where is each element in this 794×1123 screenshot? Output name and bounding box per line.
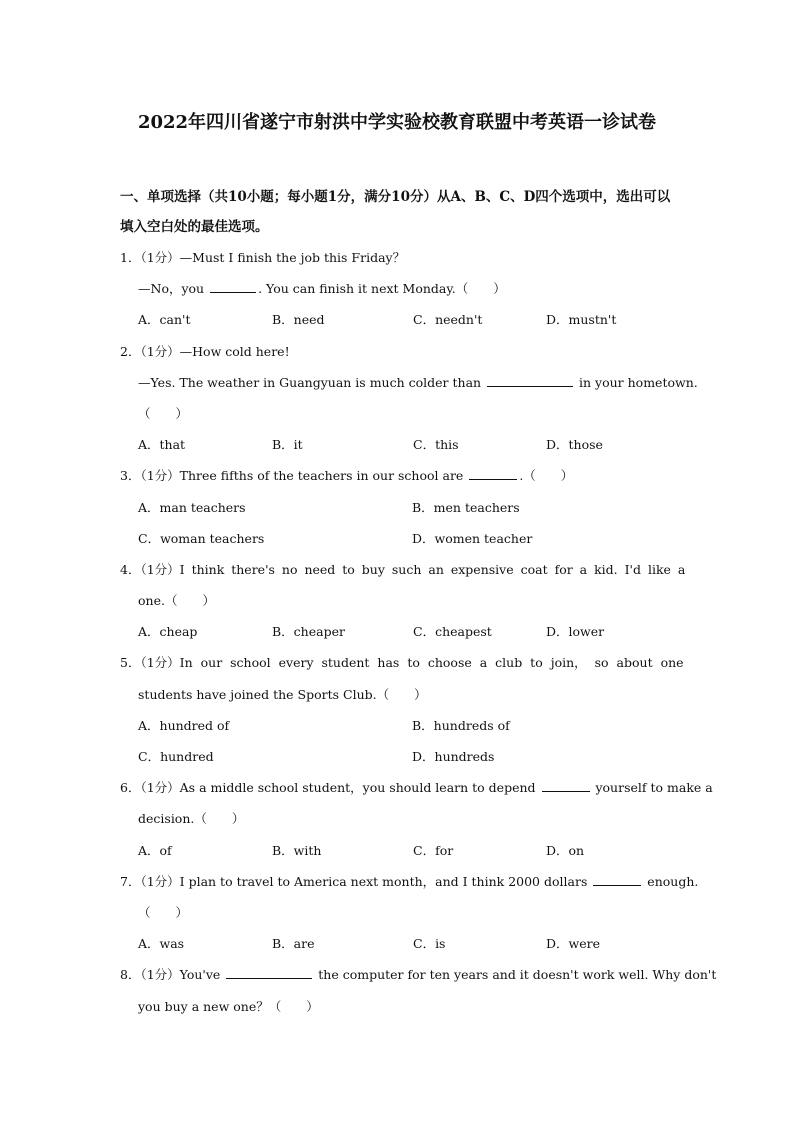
answer-blank [226,966,312,979]
question-4-stem: 4．（1分）I think there's no need to buy such an expensive coat for a kid. I'd like a [120,561,686,577]
question-5-options-row-2 [0,741,794,772]
question-4 [0,554,794,648]
option-a[interactable]: A．that [138,437,186,453]
page-title: 2022年四川省遂宁市射洪中学实验校教育联盟中考英语一诊试卷 [137,112,657,133]
question-3-stem [0,460,675,491]
option-c[interactable]: C．is [413,936,446,952]
text-segment: the computer for ten years and it doesn't work well. Why don't [314,967,717,983]
section-header: 一、单项选择（共10小题；每小题1分，满分10分）从A、B、C、D四个选项中，选出可以填入空白处的最佳选项。 [120,189,671,235]
option-a[interactable]: A．cheap [138,624,198,640]
option-d[interactable]: D．on [546,842,585,858]
option-b[interactable]: B．cheaper [272,624,345,640]
text-segment: . You can finish it next Monday.（ ） [258,281,506,297]
answer-blank [542,779,590,792]
question-2-options [0,429,794,460]
question-6 [0,772,794,866]
text-segment: 8．（1分）You've [120,967,225,983]
question-8-line-2: you buy a new one？（ ） [138,998,319,1014]
option-c[interactable]: C．cheapest [413,624,492,640]
option-c[interactable]: C．for [413,842,454,858]
option-c[interactable]: C．this [413,437,459,453]
option-b[interactable]: B．need [272,312,325,328]
option-a[interactable]: A．was [138,936,185,952]
option-d[interactable]: D．were [546,936,600,952]
question-7 [0,866,794,960]
question-1-line-2 [0,273,675,304]
answer-blank [593,873,641,886]
option-d[interactable]: D．hundreds [412,749,495,764]
question-5 [0,647,794,772]
question-7-stem [0,866,699,897]
question-4-options [0,616,794,647]
question-1 [0,242,794,336]
option-c[interactable]: C．hundred [138,749,214,764]
question-8-stem [0,959,717,990]
question-6-options [0,835,794,866]
question-3-options-row-2 [0,523,794,554]
answer-blank [469,467,517,480]
option-b[interactable]: B．are [272,936,315,952]
question-8 [0,959,794,1021]
option-b[interactable]: B．it [272,437,303,453]
question-1-options [0,304,794,335]
question-2-line-2 [0,367,698,398]
text-segment: 6．（1分）As a middle school student，you should learn to depend [120,780,540,796]
question-2-line-3: （ ） [138,405,189,421]
answer-blank [210,280,256,293]
text-segment: .（ ） [519,468,574,484]
question-2 [0,336,794,461]
option-a[interactable]: A．can't [138,312,191,328]
option-b[interactable]: B．with [272,842,322,858]
text-segment: 7．（1分）I plan to travel to America next month，and I think 2000 dollars [120,873,592,889]
question-7-options [0,928,794,959]
question-4-line-2: one.（ ） [138,593,215,609]
option-c[interactable]: C．woman teachers [138,530,265,546]
text-segment: 3．（1分）Three fifths of the teachers in our school are [120,468,468,484]
option-b[interactable]: B．men teachers [412,499,520,515]
option-d[interactable]: D．those [546,437,603,453]
option-d[interactable]: D．mustn't [546,312,617,328]
text-segment: yourself to make a [591,780,713,796]
text-segment: in your hometown. [575,374,698,390]
question-6-stem [0,772,713,803]
answer-blank [487,374,573,387]
question-list [0,242,794,1022]
question-7-line-2: （ ） [138,904,189,920]
question-6-line-2: decision.（ ） [138,811,245,827]
text-segment: —No，you [138,281,209,297]
question-1-stem: 1．（1分）—Must I finish the job this Friday？ [120,250,406,265]
option-c[interactable]: C．needn't [413,312,483,328]
option-a[interactable]: A．of [138,842,172,858]
option-d[interactable]: D．lower [546,624,605,640]
option-a[interactable]: A．hundred of [138,717,230,733]
question-5-line-2: students have joined the Sports Club.（ ） [138,686,427,702]
option-b[interactable]: B．hundreds of [412,717,510,733]
question-5-options-row-1 [0,710,794,741]
question-2-stem: 2．（1分）—How cold here! [120,343,290,359]
question-3 [0,460,794,554]
question-3-options-row-1 [0,492,794,523]
question-5-stem: 5．（1分）In our school every student has to choose a club to join， so about one [120,655,684,671]
option-d[interactable]: D．women teacher [412,530,533,546]
text-segment: —Yes. The weather in Guangyuan is much colder than [138,374,486,390]
text-segment: enough. [643,873,699,889]
option-a[interactable]: A．man teachers [138,499,246,515]
